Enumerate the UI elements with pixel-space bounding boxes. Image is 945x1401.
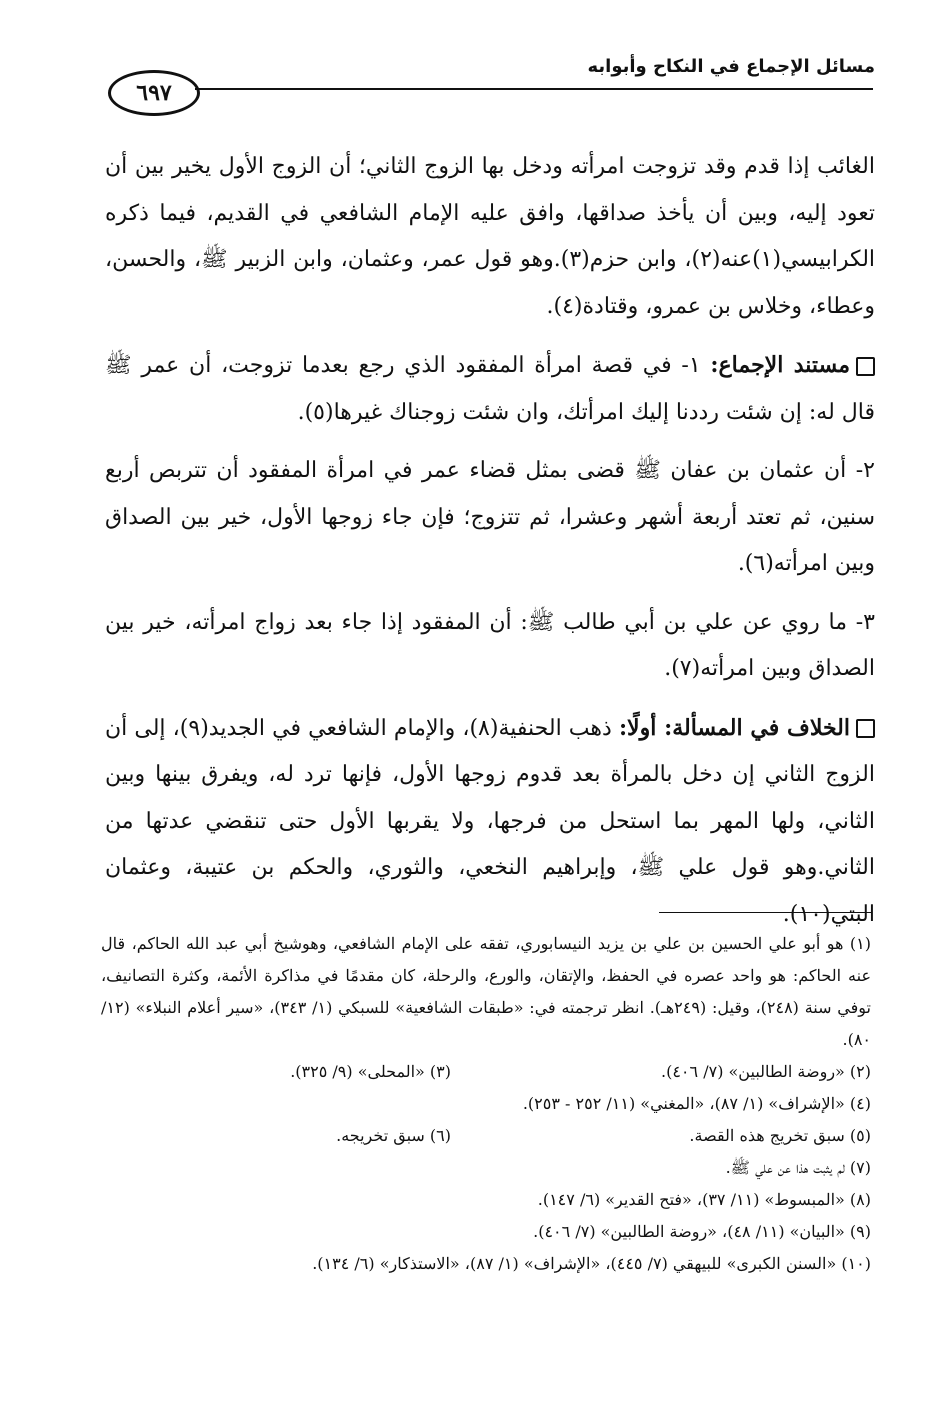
section-heading: مستند الإجماع: — [710, 352, 850, 378]
footnotes — [101, 928, 871, 1280]
footnote-row — [101, 1120, 871, 1152]
footnote-7: (٧) لم يثبت هذا عن علي ﷺ. — [725, 1158, 871, 1177]
paragraph-5-text: ذهب الحنفية(٨)، والإمام الشافعي في الجديد(٩)، إلى أن الزوج الثاني إن دخل بالمرأة بعد قدوم زوجها الأول، فإنها ترد له، ويفرق بينها وبين الثاني، ولها المهر بما استحل من فرجها، ولا يقربها الأول حتى تنقضي عدتها من الثاني.وهو قول علي ﷺ، وإبراهيم النخعي، والثوري، والحكم بن عتيبة، وعثمان البتي(١٠). — [105, 715, 875, 927]
footnote-3: (٣) «المحلى» (٩/ ٣٢٥). — [290, 1062, 451, 1081]
section-box-icon — [856, 357, 875, 376]
header-rule — [195, 88, 873, 90]
page-number: ٦٩٧ — [108, 70, 200, 116]
footnote-1: (١) هو أبو علي الحسين بن علي بن يزيد النيسابوري، تفقه على الإمام الشافعي، وهوشيخ أبي عبد الله الحاكم، قال عنه الحاكم: هو واحد عصره في الحفظ، والإتقان، والورع، والرحلة، كان مقدمًا في مذاكرة الأئمة، وكثرة التصانيف، توفي سنة (٢٤٨)، وقيل: (٢٤٩هـ). انظر ترجمته في: «طبقات الشافعية» للسبكي (١/ ٣٤٣)، «سير أعلام النبلاء» (١٢/ ٨٠). — [101, 934, 871, 1049]
section-box-icon — [856, 719, 875, 738]
footnote-9: (٩) «البيان» (١١/ ٤٨)، «روضة الطالبين» (٧/ ٤٠٦). — [533, 1222, 871, 1241]
footnote-5: (٥) سبق تخريج هذه القصة. — [689, 1126, 871, 1145]
paragraph-2 — [105, 342, 875, 436]
footnote-10: (١٠) «السنن الكبرى» للبيهقي (٧/ ٤٤٥)، «الإشراف» (١/ ٨٧)، «الاستذكار» (٦/ ١٣٤). — [312, 1254, 871, 1273]
running-header — [100, 52, 875, 122]
paragraph-5 — [105, 705, 875, 939]
main-text — [105, 144, 875, 950]
footnote-6: (٦) سبق تخريجه. — [336, 1126, 451, 1145]
footnote-separator — [659, 912, 871, 913]
footnote-4: (٤) «الإشراف» (١/ ٨٧)، «المغني» (١١/ ٢٥٢ - ٢٥٣). — [522, 1094, 871, 1113]
footnote-2: (٢) «روضة الطالبين» (٧/ ٤٠٦). — [661, 1062, 871, 1081]
footnote-8: (٨) «المبسوط» (١١/ ٣٧)، «فتح القدير» (٦/ ١٤٧). — [537, 1190, 871, 1209]
paragraph-1: الغائب إذا قدم وقد تزوجت امرأته ودخل بها الزوج الثاني؛ أن الزوج الأول يخير بين أن تعود إليه، وبين أن يأخذ صداقها، وافق عليه الإمام الشافعي في القديم، فيما ذكره الكرابيسي(١)عنه(٢)، وابن حزم(٣).وهو قول عمر، وعثمان، وابن الزبير ﷺ، والحسن، وعطاء، وخلاس بن عمرو، وقتادة(٤). — [105, 154, 876, 319]
header-title: مسائل الإجماع في النكاح وأبوابه — [587, 56, 875, 77]
paragraph-2-text: ١- في قصة امرأة المفقود الذي رجع بعدما تزوجت، أن عمر ﷺ قال له: إن شئت رددنا إليك امرأتك، وان شئت زوجناك غيرها(٥). — [105, 353, 875, 425]
footnote-row — [101, 1056, 871, 1088]
paragraph-4: ٣- ما روي عن علي بن أبي طالب ﷺ: أن المفقود إذا جاء بعد زواج امرأته، خير بين الصداق وبين امرأته(٧). — [105, 609, 875, 681]
paragraph-3: ٢- أن عثمان بن عفان ﷺ قضى بمثل قضاء عمر في امرأة المفقود أن تتربص أربع سنين، ثم تعتد أربعة أشهر وعشرا، ثم تتزوج؛ فإن جاء زوجها الأول، خير بين الصداق وبين امرأته(٦). — [105, 458, 875, 576]
section-heading: الخلاف في المسألة: أولًا: — [618, 714, 850, 741]
